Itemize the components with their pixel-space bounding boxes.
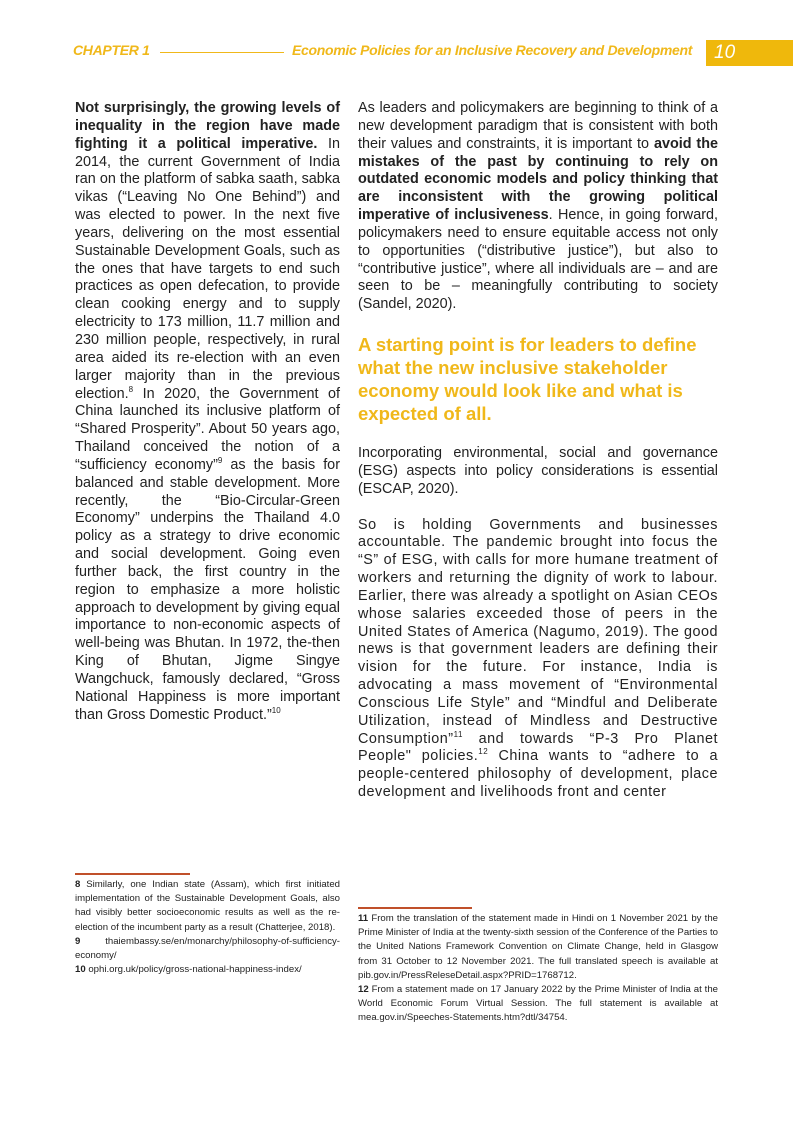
footnote-ref: 9	[217, 456, 223, 466]
footnote	[75, 878, 340, 935]
text-run: So is holding Governments and businesses accountable. The pandemic brought into focus the “S” of ESG, with calls for more humane treatment of workers and returning the dignity of work to labour. Earlier, there was already a spotlight on Asian CEOs whose salaries exceeded those of peers in the United States of America (Nagumo, 2019). The good news is that government leaders are defining their vision for the future. For instance, India is advocating a mass movement of “Environmental Conscious Life Style” and “Mindful and Deliberate Utilization, instead of Mindless and Destructive Consumption”	[358, 516, 718, 747]
bold-text: avoid the mistakes of the past by continuing to rely on outdated economic models and policy thinking that are inconsistent with the growing political imperative of inclusiveness	[358, 135, 719, 224]
paragraph	[358, 445, 718, 499]
text-run: In 2014, the current Government of India ran on the platform of sabka saath, sabka vikas (“Leaving No One Behind”) and was elected to power. In the next five years, delivering on the most essential Sustainable Development Goals, such as the ones that have targets to end such practices as open defecation, to provide clean cooking energy and to supply electricity to 173 million, 11.7 million and 230 million people, respectively, in rural area aided its re-election with an even larger majority than in the previous election.	[75, 135, 341, 402]
footnote	[358, 983, 718, 1026]
footnotes-left	[75, 878, 340, 977]
footnote-text: Similarly, one Indian state (Assam), which first initiated implementation of the Sustainable Development Goals, also had visibly better socioeconomic results as well as the re-election of the incumbent party as a result (Chatterjee, 2018).	[75, 879, 340, 933]
text-run: . Hence, in going forward, policymakers need to ensure equitable access not only to opportunities (“distributive justice”), but also to “contributive justice”, where all individuals are – and are seen to be – meaningfully contributing to society (Sandel, 2020).	[358, 207, 718, 313]
footnote-number: 12	[358, 984, 369, 996]
text-run: As leaders and policymakers are beginning to think of a new development paradigm that is consistent with both their values and constraints, it is important to	[358, 100, 718, 152]
footnote-text: ophi.org.uk/policy/gross-national-happiness-index/	[85, 964, 302, 976]
footnote-ref: 8	[128, 384, 134, 394]
text-run: Incorporating environmental, social and governance (ESG) aspects into policy considerations is essential (ESCAP, 2020).	[358, 445, 718, 497]
footnote-number: 11	[358, 913, 369, 924]
footnote-ref: 11	[453, 729, 463, 739]
footnote-number: 10	[75, 964, 86, 976]
chapter-title: Economic Policies for an Inclusive Recovery and Development	[292, 42, 693, 58]
paragraph	[358, 517, 718, 803]
footnote-text: thaiembassy.se/en/monarchy/philosophy-of-sufficiency-economy/	[75, 935, 340, 962]
bold-text: Not surprisingly, the growing levels of inequality in the region have made fighting it a political imperative.	[75, 100, 340, 152]
footnote-divider	[358, 907, 472, 909]
paragraph	[358, 100, 718, 314]
footnote	[358, 912, 718, 983]
header-divider	[160, 52, 284, 53]
text-run: and towards “P-3 Pro Planet People" policies.	[358, 730, 718, 765]
footnote-divider	[75, 873, 190, 875]
footnote-number: 8	[75, 879, 81, 890]
paragraph	[75, 100, 340, 725]
footnote-ref: 10	[271, 705, 281, 715]
footnote-number: 9	[75, 935, 81, 947]
text-run: China wants to “adhere to a people-centered philosophy of development, place development and livelihoods front and center	[358, 748, 718, 801]
footnote-ref: 12	[478, 747, 489, 757]
section-heading: A starting point is for leaders to define what the new inclusive stakeholder economy would look like and what is expected of all.	[358, 334, 697, 425]
footnote-text: From the translation of the statement made in Hindi on 1 November 2021 by the Prime Minister of India at the twenty-sixth session of the Conference of the Parties to the United Nations Framework Convention on Climate Change, held in Glasgow from 31 October to 12 November 2021. The full translated speech is available at pib.gov.in/PressReleseDetail.aspx?PRID=1768712.	[358, 913, 718, 981]
right-column	[358, 100, 718, 802]
footnote-text: From a statement made on 17 January 2022 by the Prime Minister of India at the World Economic Forum Virtual Session. The full statement is available at mea.gov.in/Speeches-Statements.htm?dtl/34754.	[358, 984, 718, 1024]
left-column	[75, 100, 340, 725]
footnotes-right	[358, 912, 718, 1026]
page-number: 10	[706, 40, 793, 66]
text-run: In 2020, the Government of China launched its inclusive platform of “Shared Prosperity”. About 50 years ago, Thailand conceived the notion of a “sufficiency economy”	[75, 385, 340, 473]
footnote	[75, 963, 340, 977]
footnote	[75, 935, 340, 963]
chapter-label: CHAPTER 1	[73, 42, 150, 58]
text-run: as the basis for balanced and stable development. More recently, the “Bio-Circular-Green Economy” underpins the Thailand 4.0 policy as a strategy to drive economic and social development. Going even further back, the first country in the region to emphasize a more holistic approach to development by giving equal importance to non-economic aspects of well-being was Bhutan. In 1972, the-then King of Bhutan, Jigme Singye Wangchuck, famously declared, “Gross National Happiness is more important than Gross Domestic Product.”	[75, 456, 340, 723]
